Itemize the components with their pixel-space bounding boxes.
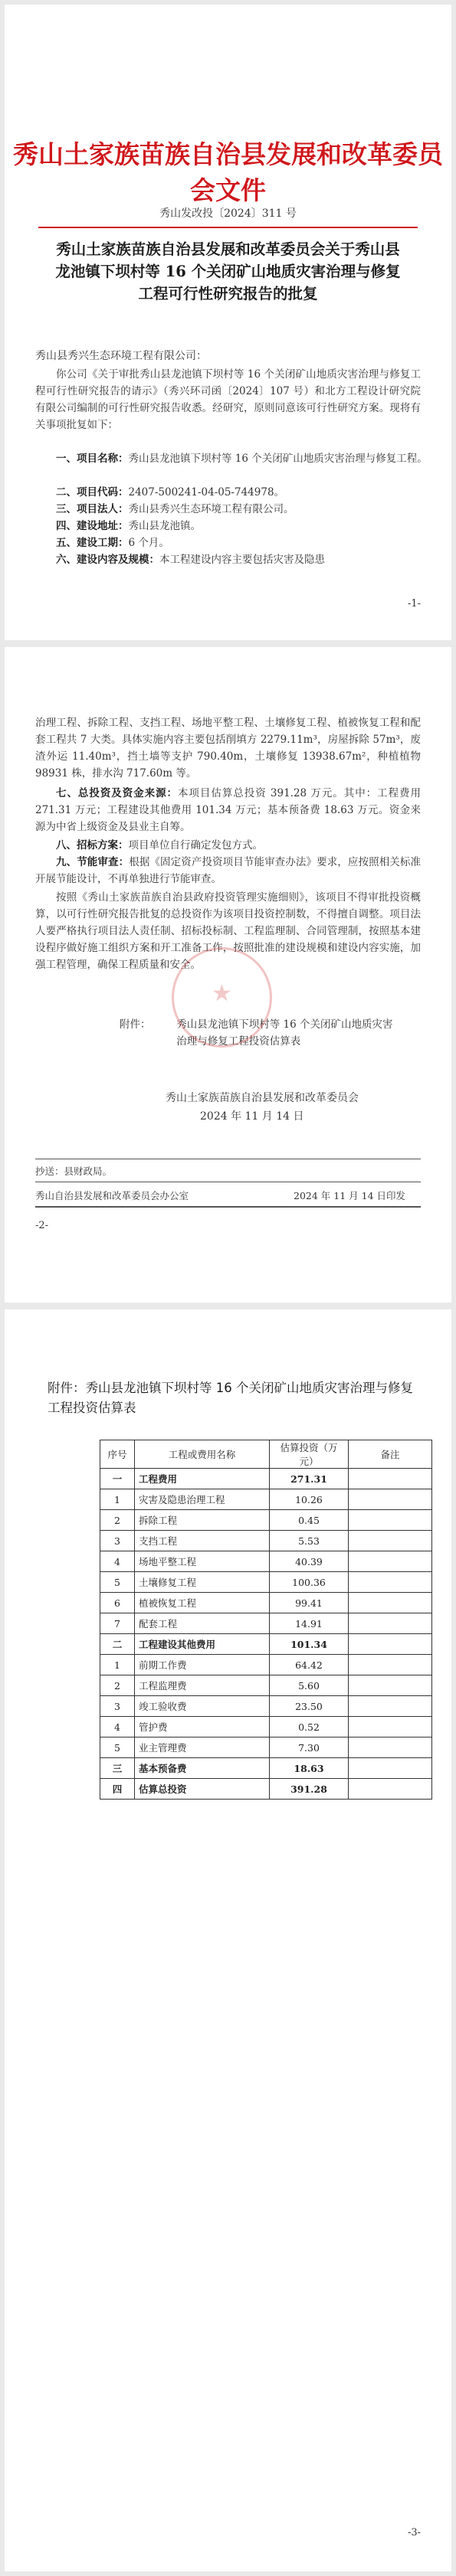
row-name: 支挡工程 — [135, 1531, 270, 1551]
row-value: 64.42 — [270, 1655, 349, 1675]
investment-estimate-table — [100, 1440, 432, 1800]
header-name: 工程或费用名称 — [135, 1440, 270, 1469]
table-row — [100, 1675, 432, 1696]
row-note — [349, 1675, 432, 1696]
item-text: 秀山县秀兴生态环境工程有限公司。 — [128, 503, 294, 515]
item-label: 六、建设内容及规模： — [56, 554, 159, 566]
row-note — [349, 1572, 432, 1593]
row-value: 0.52 — [270, 1717, 349, 1737]
row-note — [349, 1758, 432, 1779]
item-project-code — [35, 484, 428, 501]
row-value: 101.34 — [270, 1634, 349, 1655]
row-no: 1 — [100, 1489, 135, 1510]
row-name: 前期工作费 — [135, 1655, 270, 1675]
item-label: 四、建设地址： — [56, 520, 129, 532]
table-row — [100, 1489, 432, 1510]
table-row — [100, 1531, 432, 1551]
table-row — [100, 1572, 432, 1593]
header-note: 备注 — [349, 1440, 432, 1469]
row-note — [349, 1737, 432, 1758]
row-no: 4 — [100, 1551, 135, 1572]
signing-date: 2024 年 11 月 14 日 — [200, 1110, 304, 1123]
seal-star-icon: ★ — [212, 980, 232, 1007]
row-name: 工程建设其他费用 — [135, 1634, 270, 1655]
item-label: 八、招标方案： — [56, 839, 129, 852]
item-label: 一、项目名称： — [56, 453, 129, 465]
row-value: 271.31 — [270, 1469, 349, 1489]
row-value: 14.91 — [270, 1613, 349, 1634]
print-date: 2024 年 11 月 14 日印发 — [294, 1190, 405, 1201]
row-note — [349, 1696, 432, 1717]
row-name: 工程监理费 — [135, 1675, 270, 1696]
row-note — [349, 1531, 432, 1551]
table-row — [100, 1634, 432, 1655]
row-no: 3 — [100, 1531, 135, 1551]
management-paragraph: 按照《秀山土家族苗族自治县政府投资管理实施细则》，该项目不得审批投资概算，以可行性研究报告批复的总投资作为该项目投资控制数，不得擅自调整。项目法人要严格执行项目法人责任制、招标投标制、工程监理制、合同管理制，按照基本建设程序做好施工组织方案和开工准备工作，按照批准的建设规模和建设内容实施，加强工程管理，确保工程质量和安全。 — [35, 891, 421, 971]
row-name: 竣工验收费 — [135, 1696, 270, 1717]
document-page-3 — [5, 1309, 451, 2571]
item-tender-plan — [35, 837, 428, 854]
table-header-row — [100, 1440, 432, 1469]
row-no: 四 — [100, 1779, 135, 1800]
table-row — [100, 1510, 432, 1531]
addressee: 秀山县秀兴生态环境工程有限公司： — [35, 350, 207, 362]
row-note — [349, 1469, 432, 1489]
item-text: 根据《固定资产投资项目节能审查办法》要求，应按照相关标准开展节能设计，不再单独进行节能审查。 — [35, 856, 422, 885]
row-name: 植被恢复工程 — [135, 1593, 270, 1613]
item-text: 秀山县龙池镇。 — [128, 520, 201, 532]
item-label: 三、项目法人： — [56, 503, 129, 515]
table-row — [100, 1779, 432, 1800]
row-value: 23.50 — [270, 1696, 349, 1717]
intro-paragraph: 你公司《关于审批秀山县龙池镇下坝村等 16 个关闭矿山地质灾害治理与修复工程可行性研究报告的请示》（秀兴环司函〔2024〕107 号）和北方工程设计研究院有限公司编制的可行性研究报告收悉。经研究，原则同意该可行性研究方案。现将有关事项批复如下： — [35, 368, 421, 431]
table-row — [100, 1551, 432, 1572]
row-note — [349, 1717, 432, 1737]
row-no: 2 — [100, 1675, 135, 1696]
item-scope — [35, 551, 428, 568]
table-row — [100, 1593, 432, 1613]
row-value: 18.63 — [270, 1758, 349, 1779]
row-note — [349, 1779, 432, 1800]
official-seal — [172, 947, 272, 1048]
row-name: 拆除工程 — [135, 1510, 270, 1531]
row-value: 100.36 — [270, 1572, 349, 1593]
row-note — [349, 1613, 432, 1634]
table-row — [100, 1758, 432, 1779]
row-no: 3 — [100, 1696, 135, 1717]
row-no: 5 — [100, 1737, 135, 1758]
row-value: 40.39 — [270, 1551, 349, 1572]
header-no: 序号 — [100, 1440, 135, 1469]
row-note — [349, 1489, 432, 1510]
row-note — [349, 1510, 432, 1531]
table-row — [100, 1469, 432, 1489]
item-label: 二、项目代码： — [56, 486, 129, 499]
row-name: 估算总投资 — [135, 1779, 270, 1800]
attachment-text: 秀山县龙池镇下坝村等 16 个关闭矿山地质灾害治理与修复工程投资估算表 — [176, 1018, 393, 1048]
row-no: 1 — [100, 1655, 135, 1675]
row-no: 5 — [100, 1572, 135, 1593]
row-name: 土壤修复工程 — [135, 1572, 270, 1593]
scope-continued-paragraph: 治理工程、拆除工程、支挡工程、场地平整工程、土壤修复工程、植被恢复工程和配套工程共 7 大类。具体实施内容主要包括削填方 2279.11m³，房屋拆除 57m³，废渣外运 11.40m³，挡土墙等支护 790.40m，土壤修复 13938.67m²，种植植物 98931 株，排水沟 717.60m 等。 — [35, 717, 421, 780]
document-number: 秀山发改投〔2024〕311 号 — [159, 208, 297, 220]
item-text: 2407-500241-04-05-744978。 — [128, 486, 285, 499]
row-no: 4 — [100, 1717, 135, 1737]
signing-organization: 秀山土家族苗族自治县发展和改革委员会 — [166, 1092, 359, 1104]
page-number: -3- — [407, 2527, 421, 2538]
row-name: 业主管理费 — [135, 1737, 270, 1758]
attachment-label: 附件： — [120, 1018, 151, 1031]
row-name: 场地平整工程 — [135, 1551, 270, 1572]
document-title: 秀山土家族苗族自治县发展和改革委员会关于秀山县龙池镇下坝村等 16 个关闭矿山地质灾害治理与修复工程可行性研究报告的批复 — [55, 240, 401, 302]
row-no: 二 — [100, 1634, 135, 1655]
item-energy-review — [35, 854, 421, 888]
row-value: 7.30 — [270, 1737, 349, 1758]
row-note — [349, 1593, 432, 1613]
row-note — [349, 1655, 432, 1675]
red-divider — [38, 227, 418, 228]
row-no: 一 — [100, 1469, 135, 1489]
row-value: 10.26 — [270, 1489, 349, 1510]
issuing-office: 秀山自治县发展和改革委员会办公室 — [35, 1190, 189, 1201]
row-value: 5.60 — [270, 1675, 349, 1696]
item-text: 本工程建设内容主要包括灾害及隐患 — [159, 554, 325, 566]
item-label: 五、建设工期： — [56, 537, 129, 549]
document-page-2 — [5, 647, 451, 1303]
footer-rule-bottom — [35, 1206, 421, 1208]
row-no: 2 — [100, 1510, 135, 1531]
row-name: 工程费用 — [135, 1469, 270, 1489]
row-name: 配套工程 — [135, 1613, 270, 1634]
item-location — [35, 518, 428, 534]
item-text: 项目单位自行确定发包方式。 — [128, 839, 263, 852]
row-no: 7 — [100, 1613, 135, 1634]
item-label: 七、总投资及资金来源： — [56, 787, 179, 799]
row-name: 基本预备费 — [135, 1758, 270, 1779]
cc-line: 抄送：县财政局。 — [35, 1165, 113, 1177]
row-note — [349, 1551, 432, 1572]
row-value: 99.41 — [270, 1593, 349, 1613]
header-value: 估算投资（万元） — [270, 1440, 349, 1469]
row-value: 0.45 — [270, 1510, 349, 1531]
item-project-name — [35, 450, 428, 467]
document-page-1 — [5, 5, 451, 640]
item-label: 九、节能审查： — [56, 856, 130, 868]
row-note — [349, 1634, 432, 1655]
item-text: 6 个月。 — [128, 537, 169, 549]
page-number: -1- — [407, 598, 421, 610]
item-text: 本项目估算总投资 391.28 万元。其中：工程费用 271.31 万元；工程建设其他费用 101.34 万元；基本预备费 18.63 万元。资金来源为中省上级资金及县业主自筹。 — [35, 787, 421, 833]
row-no: 6 — [100, 1593, 135, 1613]
item-legal-entity — [35, 501, 428, 518]
table-row — [100, 1613, 432, 1634]
red-header-title: 秀山土家族苗族自治县发展和改革委员会文件 — [13, 139, 443, 205]
table-row — [100, 1737, 432, 1758]
attachment-title: 附件：秀山县龙池镇下坝村等 16 个关闭矿山地质灾害治理与修复工程投资估算表 — [48, 1381, 413, 1415]
row-no: 三 — [100, 1758, 135, 1779]
row-name: 管护费 — [135, 1717, 270, 1737]
table-row — [100, 1696, 432, 1717]
item-duration — [35, 534, 428, 551]
item-text: 秀山县龙池镇下坝村等 16 个关闭矿山地质灾害治理与修复工程。 — [128, 453, 428, 465]
row-value: 5.53 — [270, 1531, 349, 1551]
row-value: 391.28 — [270, 1779, 349, 1800]
row-name: 灾害及隐患治理工程 — [135, 1489, 270, 1510]
table-row — [100, 1655, 432, 1675]
item-investment — [35, 785, 421, 835]
page-number: -2- — [35, 1220, 49, 1231]
table-row — [100, 1717, 432, 1737]
